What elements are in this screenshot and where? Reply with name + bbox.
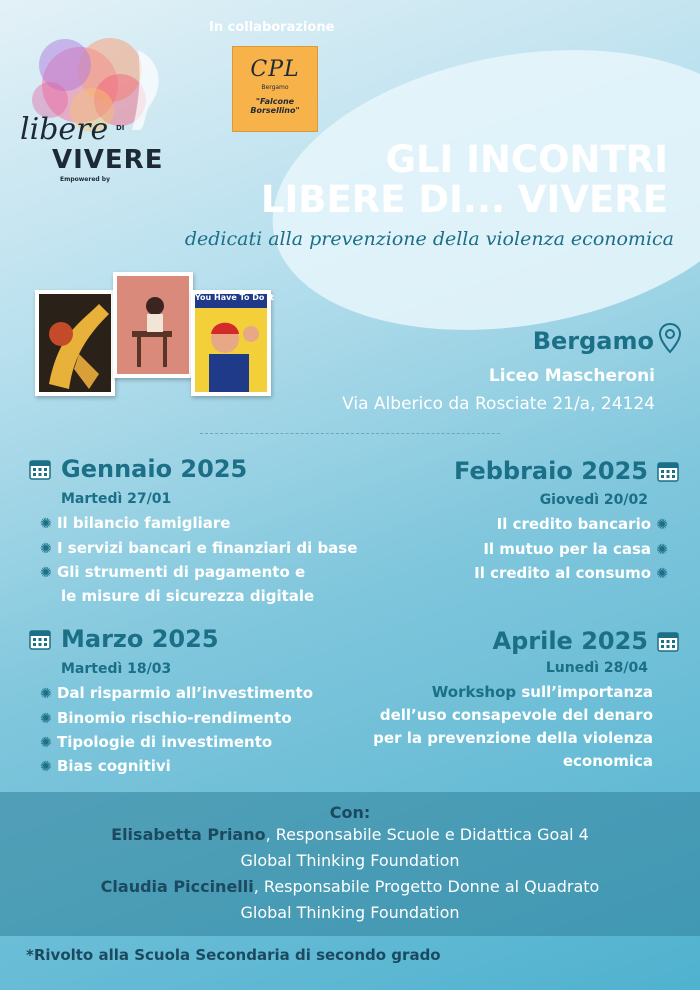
asterisk-bullet-icon: ✺ (40, 735, 52, 751)
location-pin-icon (658, 322, 682, 354)
venue-city: Bergamo (532, 327, 654, 355)
month-april: Aprile 2025 (492, 627, 648, 655)
month-march: Marzo 2025 (61, 625, 219, 653)
asterisk-bullet-icon: ✺ (40, 686, 52, 702)
workshop-word: Workshop (431, 683, 517, 701)
collaboration-label: In collaborazione (209, 20, 335, 35)
list-item: Il credito al consumo ✺ (474, 564, 668, 582)
asterisk-bullet-icon: ✺ (656, 517, 668, 533)
abstract-art-image (39, 294, 111, 392)
date-february: Giovedì 20/02 (539, 492, 648, 508)
speaker-line: Elisabetta Priano, Responsabile Scuole e Didattica Goal 4 (111, 825, 589, 844)
venue-school: Liceo Mascheroni (488, 366, 655, 386)
brand-empowered: Empowered by (60, 176, 110, 183)
brand-di: DI (116, 124, 125, 132)
venue-address: Via Alberico da Rosciate 21/a, 24124 (342, 394, 655, 414)
divider (200, 433, 500, 434)
brand-vivere: VIVERE (52, 145, 164, 175)
list-item-continued: le misure di sicurezza digitale (61, 587, 315, 605)
cpl-city: Bergamo (261, 84, 289, 91)
asterisk-bullet-icon: ✺ (656, 542, 668, 558)
speaker-org: Global Thinking Foundation (240, 851, 460, 870)
calendar-icon (28, 627, 52, 651)
list-item: ✺ Bias cognitivi (40, 757, 171, 775)
calendar-icon (656, 459, 680, 483)
asterisk-bullet-icon: ✺ (40, 759, 52, 775)
workshop-line: economica (562, 752, 653, 770)
list-item: ✺ Tipologie di investimento (40, 733, 273, 751)
month-february: Febbraio 2025 (454, 457, 648, 485)
list-item: Il credito bancario ✺ (496, 515, 668, 533)
artwork-photo-1 (35, 290, 115, 396)
calendar-icon (28, 457, 52, 481)
speaker-line: Claudia Piccinelli, Responsabile Progetto Donne al Quadrato (100, 877, 600, 896)
speaker-name: Elisabetta Priano (111, 825, 266, 844)
footer-note: *Rivolto alla Scuola Secondaria di secondo grado (26, 946, 441, 964)
chained-figure-image (117, 276, 189, 374)
workshop-line: dell’uso consapevole del denaro (379, 706, 653, 724)
list-item: ✺ Dal risparmio all’investimento (40, 684, 314, 702)
list-item: ✺ Gli strumenti di pagamento e (40, 563, 306, 581)
list-item: ✺ Binomio rischio-rendimento (40, 709, 292, 727)
asterisk-bullet-icon: ✺ (40, 541, 52, 557)
asterisk-bullet-icon: ✺ (40, 565, 52, 581)
speakers-label: Con: (329, 803, 371, 822)
speaker-org: Global Thinking Foundation (240, 903, 460, 922)
brand-libere: libere (20, 112, 109, 147)
list-item: Il mutuo per la casa ✺ (483, 540, 668, 558)
date-april: Lunedì 28/04 (545, 660, 648, 676)
workshop-line: Workshop sull’importanza (431, 683, 653, 701)
subtitle: dedicati alla prevenzione della violenza economica (184, 228, 674, 250)
cpl-name: "Falcone Borsellino" (250, 97, 300, 115)
calendar-icon (656, 629, 680, 653)
artwork-photo-2 (113, 272, 193, 378)
workshop-line: per la prevenzione della violenza (373, 729, 653, 747)
cpl-acronym: CPL (250, 57, 300, 82)
asterisk-bullet-icon: ✺ (40, 516, 52, 532)
list-item: ✺ I servizi bancari e finanziari di base (40, 539, 358, 557)
asterisk-bullet-icon: ✺ (40, 711, 52, 727)
date-march: Martedì 18/03 (61, 661, 172, 677)
speaker-name: Claudia Piccinelli (100, 877, 254, 896)
title-line-2: LIBERE DI... VIVERE (260, 178, 668, 221)
artwork-photo-3 (191, 290, 274, 396)
poster-woman-image (195, 294, 267, 392)
title-line-1: GLI INCONTRI (385, 138, 668, 181)
asterisk-bullet-icon: ✺ (656, 566, 668, 582)
cpl-logo (232, 46, 318, 132)
photo-caption: You Have To Do It (195, 293, 274, 302)
list-item: ✺ Il bilancio famigliare (40, 514, 231, 532)
date-january: Martedì 27/01 (61, 491, 172, 507)
month-january: Gennaio 2025 (61, 455, 248, 483)
